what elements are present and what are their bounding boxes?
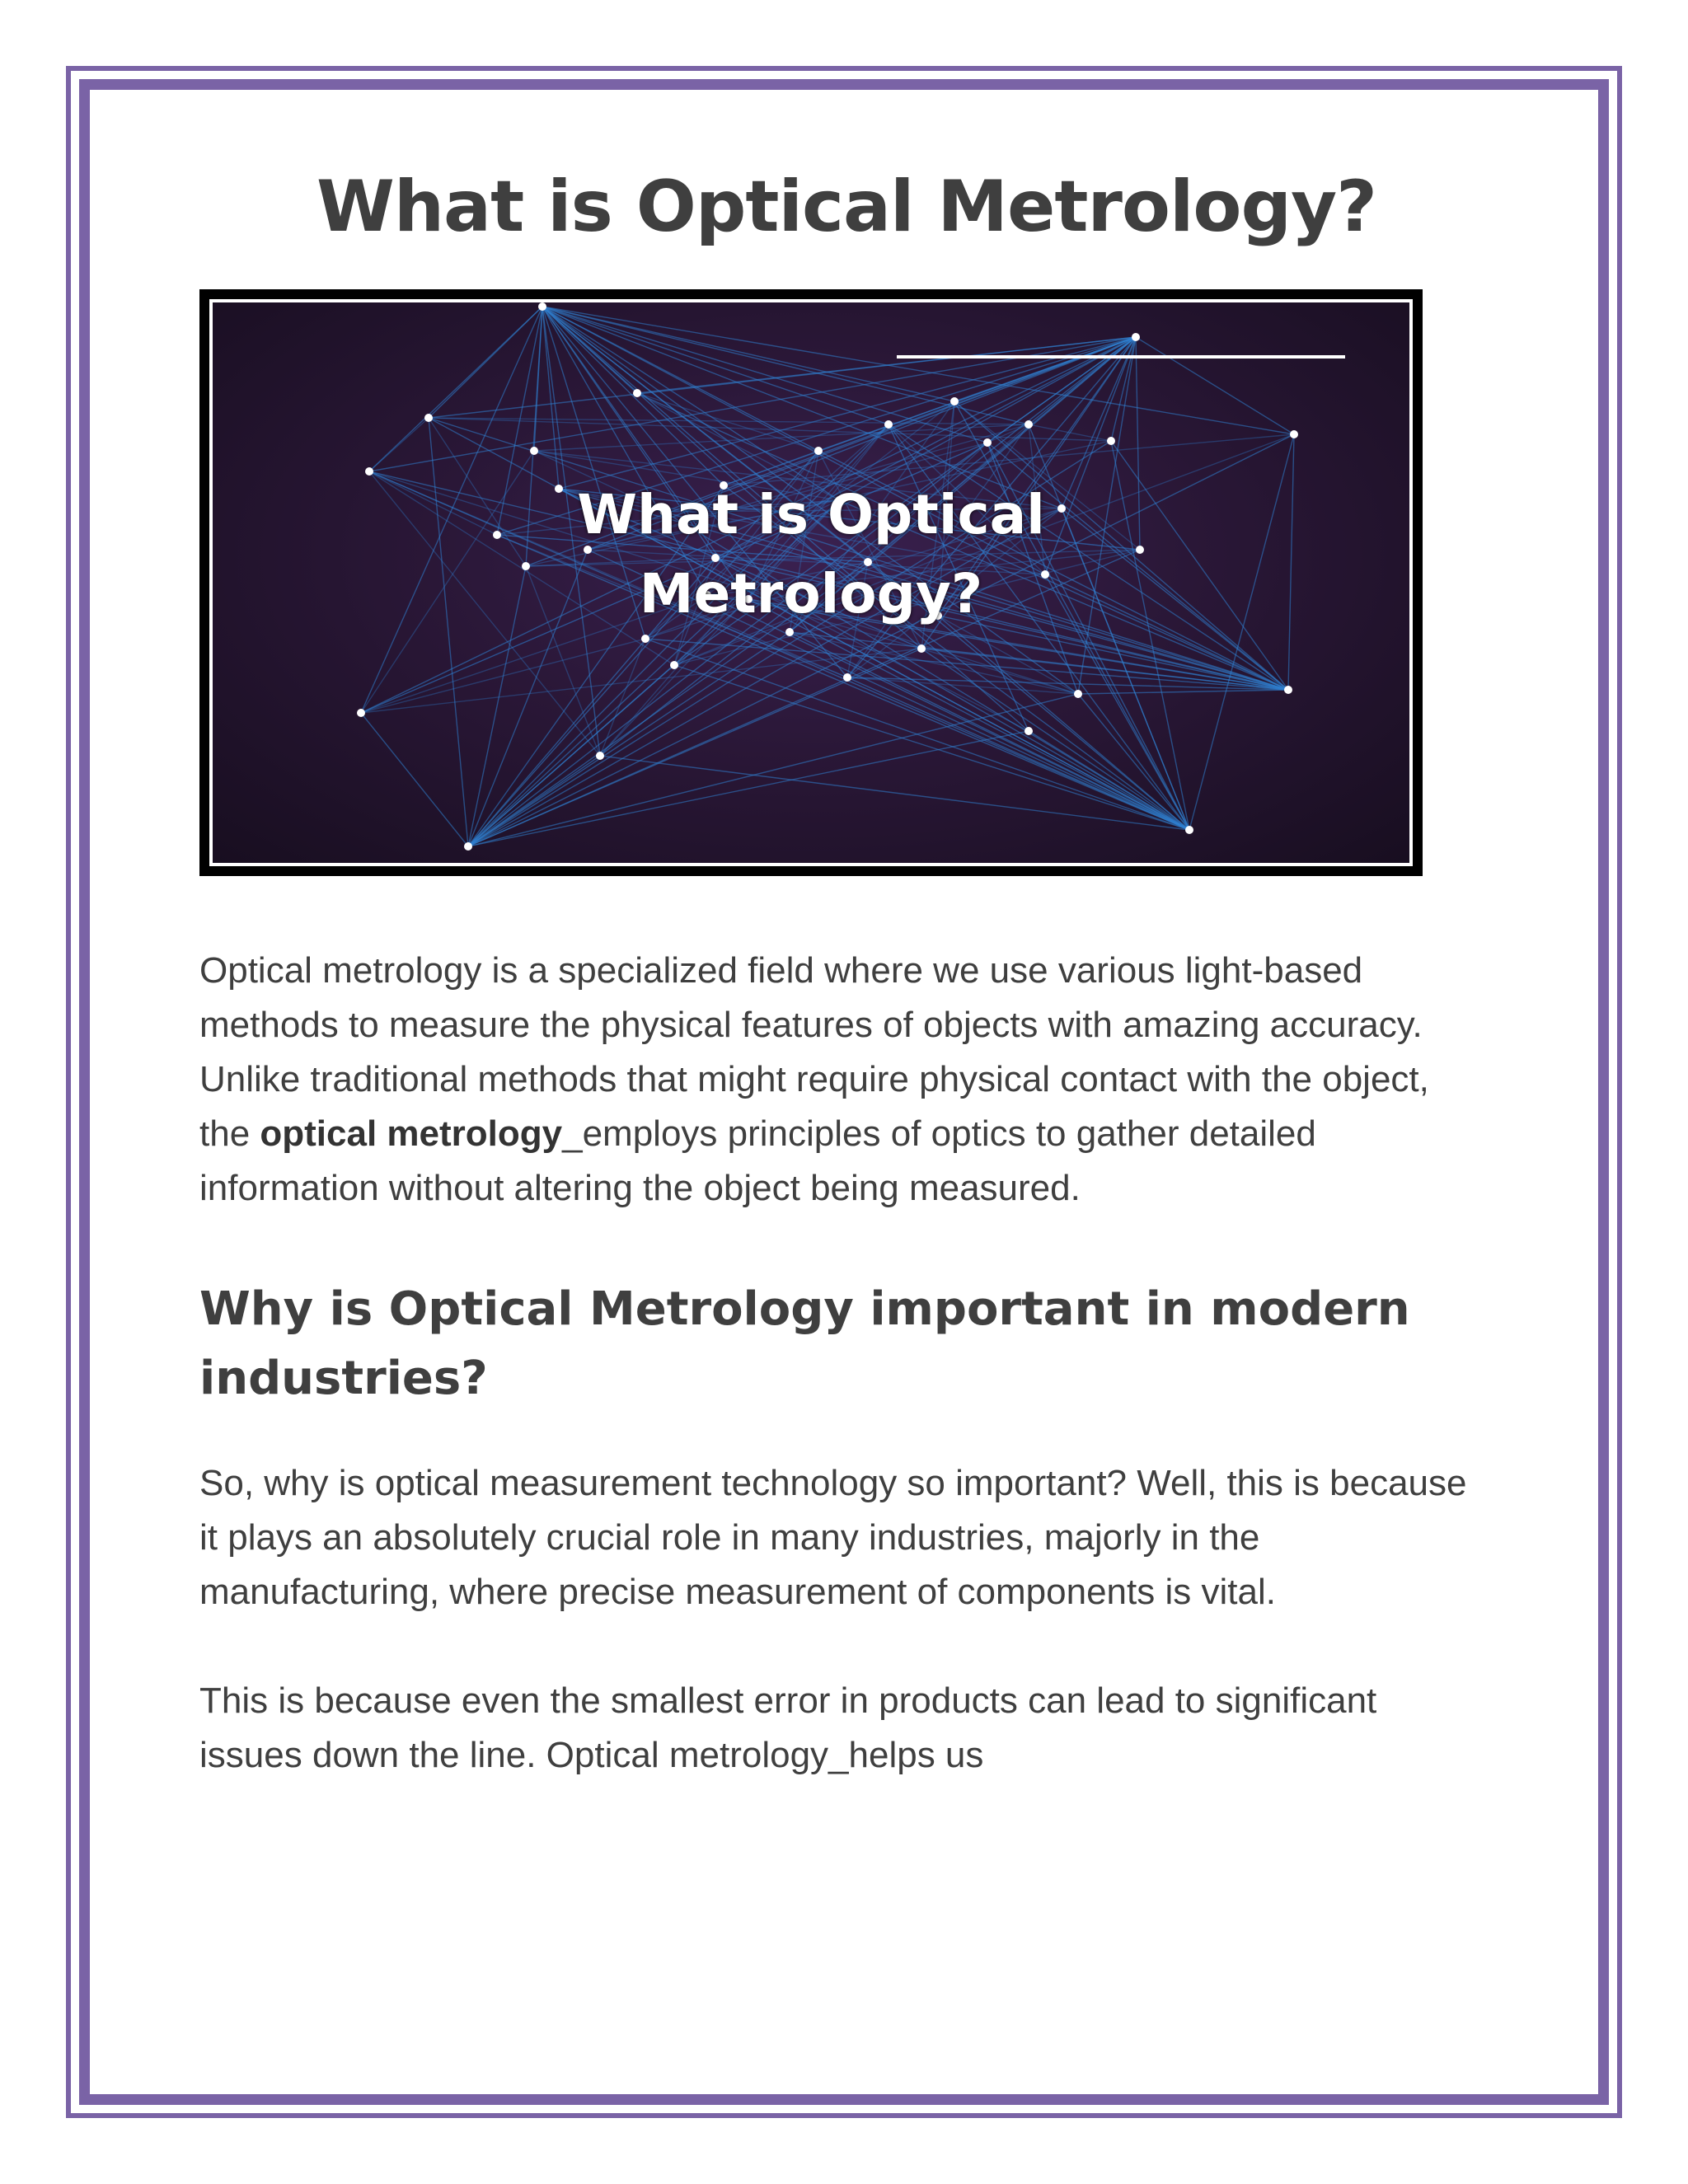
hero-caption xyxy=(213,476,1409,634)
hero-image-inner xyxy=(209,299,1413,866)
network-line xyxy=(542,307,839,500)
page-title: What is Optical Metrology? xyxy=(316,166,1377,248)
network-line xyxy=(645,639,1189,830)
intro-text-start: Optical metrology is a specialized field where we use various light-based methods to measure the physical features of objects with amazing accuracy. Unlike traditional methods that might require physical contact with the object, the xyxy=(199,950,1429,1155)
section-paragraph-2: This is because even the smallest error in products can lead to significant issues down the line. Optical metrology_helps us xyxy=(199,1680,1377,1776)
section-heading: Why is Optical Metrology important in modern industries? xyxy=(199,1282,1410,1406)
network-node xyxy=(1074,690,1082,698)
network-node xyxy=(596,752,604,760)
section-paragraph-1: So, why is optical measurement technology so important? Well, this is because it plays an absolutely crucial role in many industries, majorly in the manufacturing, where precise measurement of components is vital. xyxy=(199,1463,1467,1613)
network-line xyxy=(369,418,429,471)
network-line xyxy=(361,649,921,713)
network-node xyxy=(1185,826,1193,834)
network-line xyxy=(921,649,1189,830)
hero-image xyxy=(199,289,1423,876)
network-line xyxy=(1078,694,1189,830)
network-line xyxy=(1136,337,1294,434)
network-node xyxy=(884,420,893,429)
content xyxy=(199,165,1493,1783)
network-node xyxy=(670,661,678,669)
network-node xyxy=(1107,437,1115,445)
network-node xyxy=(843,673,851,682)
network-node xyxy=(950,397,959,405)
network-node xyxy=(983,438,992,447)
hero-caption-line1: What is Optical xyxy=(577,483,1045,547)
network-line xyxy=(847,677,1078,694)
network-line xyxy=(361,713,468,846)
network-line xyxy=(1078,690,1288,694)
network-line xyxy=(1029,731,1189,830)
hero-caption-line2: Metrology? xyxy=(639,562,983,626)
network-line xyxy=(542,307,889,424)
intro-text-end: _employs principles of optics to gather detailed information without altering the object being measured. xyxy=(199,1113,1316,1209)
network-node xyxy=(530,447,538,455)
network-line xyxy=(468,665,674,846)
network-node xyxy=(1284,686,1292,694)
network-node xyxy=(917,644,926,653)
network-node xyxy=(464,842,472,851)
network-node xyxy=(814,447,823,455)
network-line xyxy=(361,639,645,713)
network-node xyxy=(538,302,546,311)
intro-paragraph xyxy=(199,944,1485,1216)
network-node xyxy=(1290,430,1298,438)
network-line xyxy=(921,649,1288,690)
network-node xyxy=(1132,333,1140,341)
network-node xyxy=(424,414,433,422)
network-node xyxy=(1025,420,1033,429)
network-line xyxy=(748,599,1189,830)
network-node xyxy=(1025,727,1033,735)
network-node xyxy=(365,467,373,476)
network-node xyxy=(357,709,365,717)
network-node xyxy=(633,389,641,397)
intro-bold-term: optical metrology xyxy=(260,1113,563,1155)
network-line xyxy=(429,307,542,418)
network-node xyxy=(641,635,649,643)
